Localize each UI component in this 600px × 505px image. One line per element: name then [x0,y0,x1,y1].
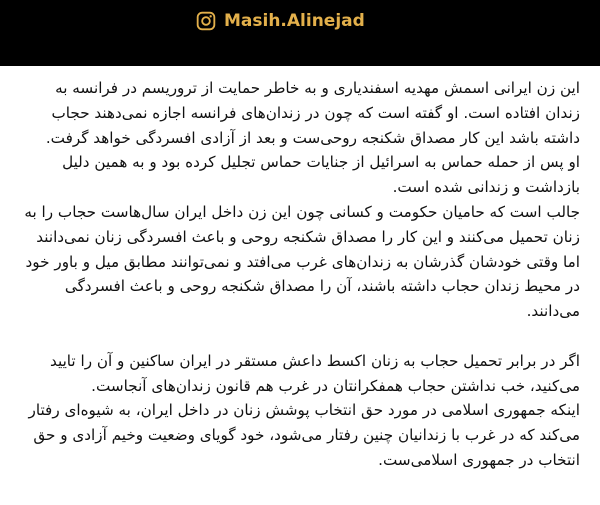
instagram-icon [196,11,216,31]
handle-text: Masih.Alinejad [224,11,365,31]
paragraph-1: این زن ایرانی اسمش مهدیه اسفندیاری و به خاطر حمایت از تروریسم در فرانسه به زندان افتاده است. او گفته است که چون در زندان‌های فرانسه اجازه نمی‌دهند حجاب داشته باشد این کار مصداق شکنجه روحی‌ست و بعد از آزادی افسردگی خواهد گرفت. [45,79,580,147]
paragraph-3: جالب است که حامیان حکومت و کسانی چون این زن داخل ایران سال‌هاست حجاب را به زنان تحمیل می‌کنند و این کار را مصداق شکنجه روحی و باعث افسردگی زنان نمی‌دانند اما وقتی خودشان گذرشان به زندان‌های غرب می‌افتد و نمی‌توانند مطابق میل و باور خود در محیط زندان حجاب داشته باشند، آن را مصداق شکنجه روحی و باعث افسردگی می‌دانند. [24,202,580,321]
paragraph-2: او پس از حمله حماس به اسرائیل از جنایات حماس تجلیل کرده بود و به همین دلیل بازداشت و زندانی شده است. [62,153,580,197]
paragraph-spacer [18,324,580,349]
instagram-handle[interactable] [196,8,365,34]
header-bar [0,0,600,66]
paragraph-4: اگر در برابر تحمیل حجاب به زنان اکسط داعش مستقر در ایران ساکنین و آن را تایید می‌کنید، خب نداشتن حجاب همفکرانتان در غرب هم قانون زندان‌های آنجاست. [50,351,580,395]
paragraph-5: اینکه جمهوری اسلامی در مورد حق انتخاب پوشش زنان در داخل ایران، به شیوه‌ای رفتار می‌کند که در غرب با زندانیان چنین رفتار می‌شود، خود گویای وضعیت وخیم آزادی و حق انتخاب در جمهوری اسلامی‌ست. [28,401,580,469]
post-text [18,76,580,473]
